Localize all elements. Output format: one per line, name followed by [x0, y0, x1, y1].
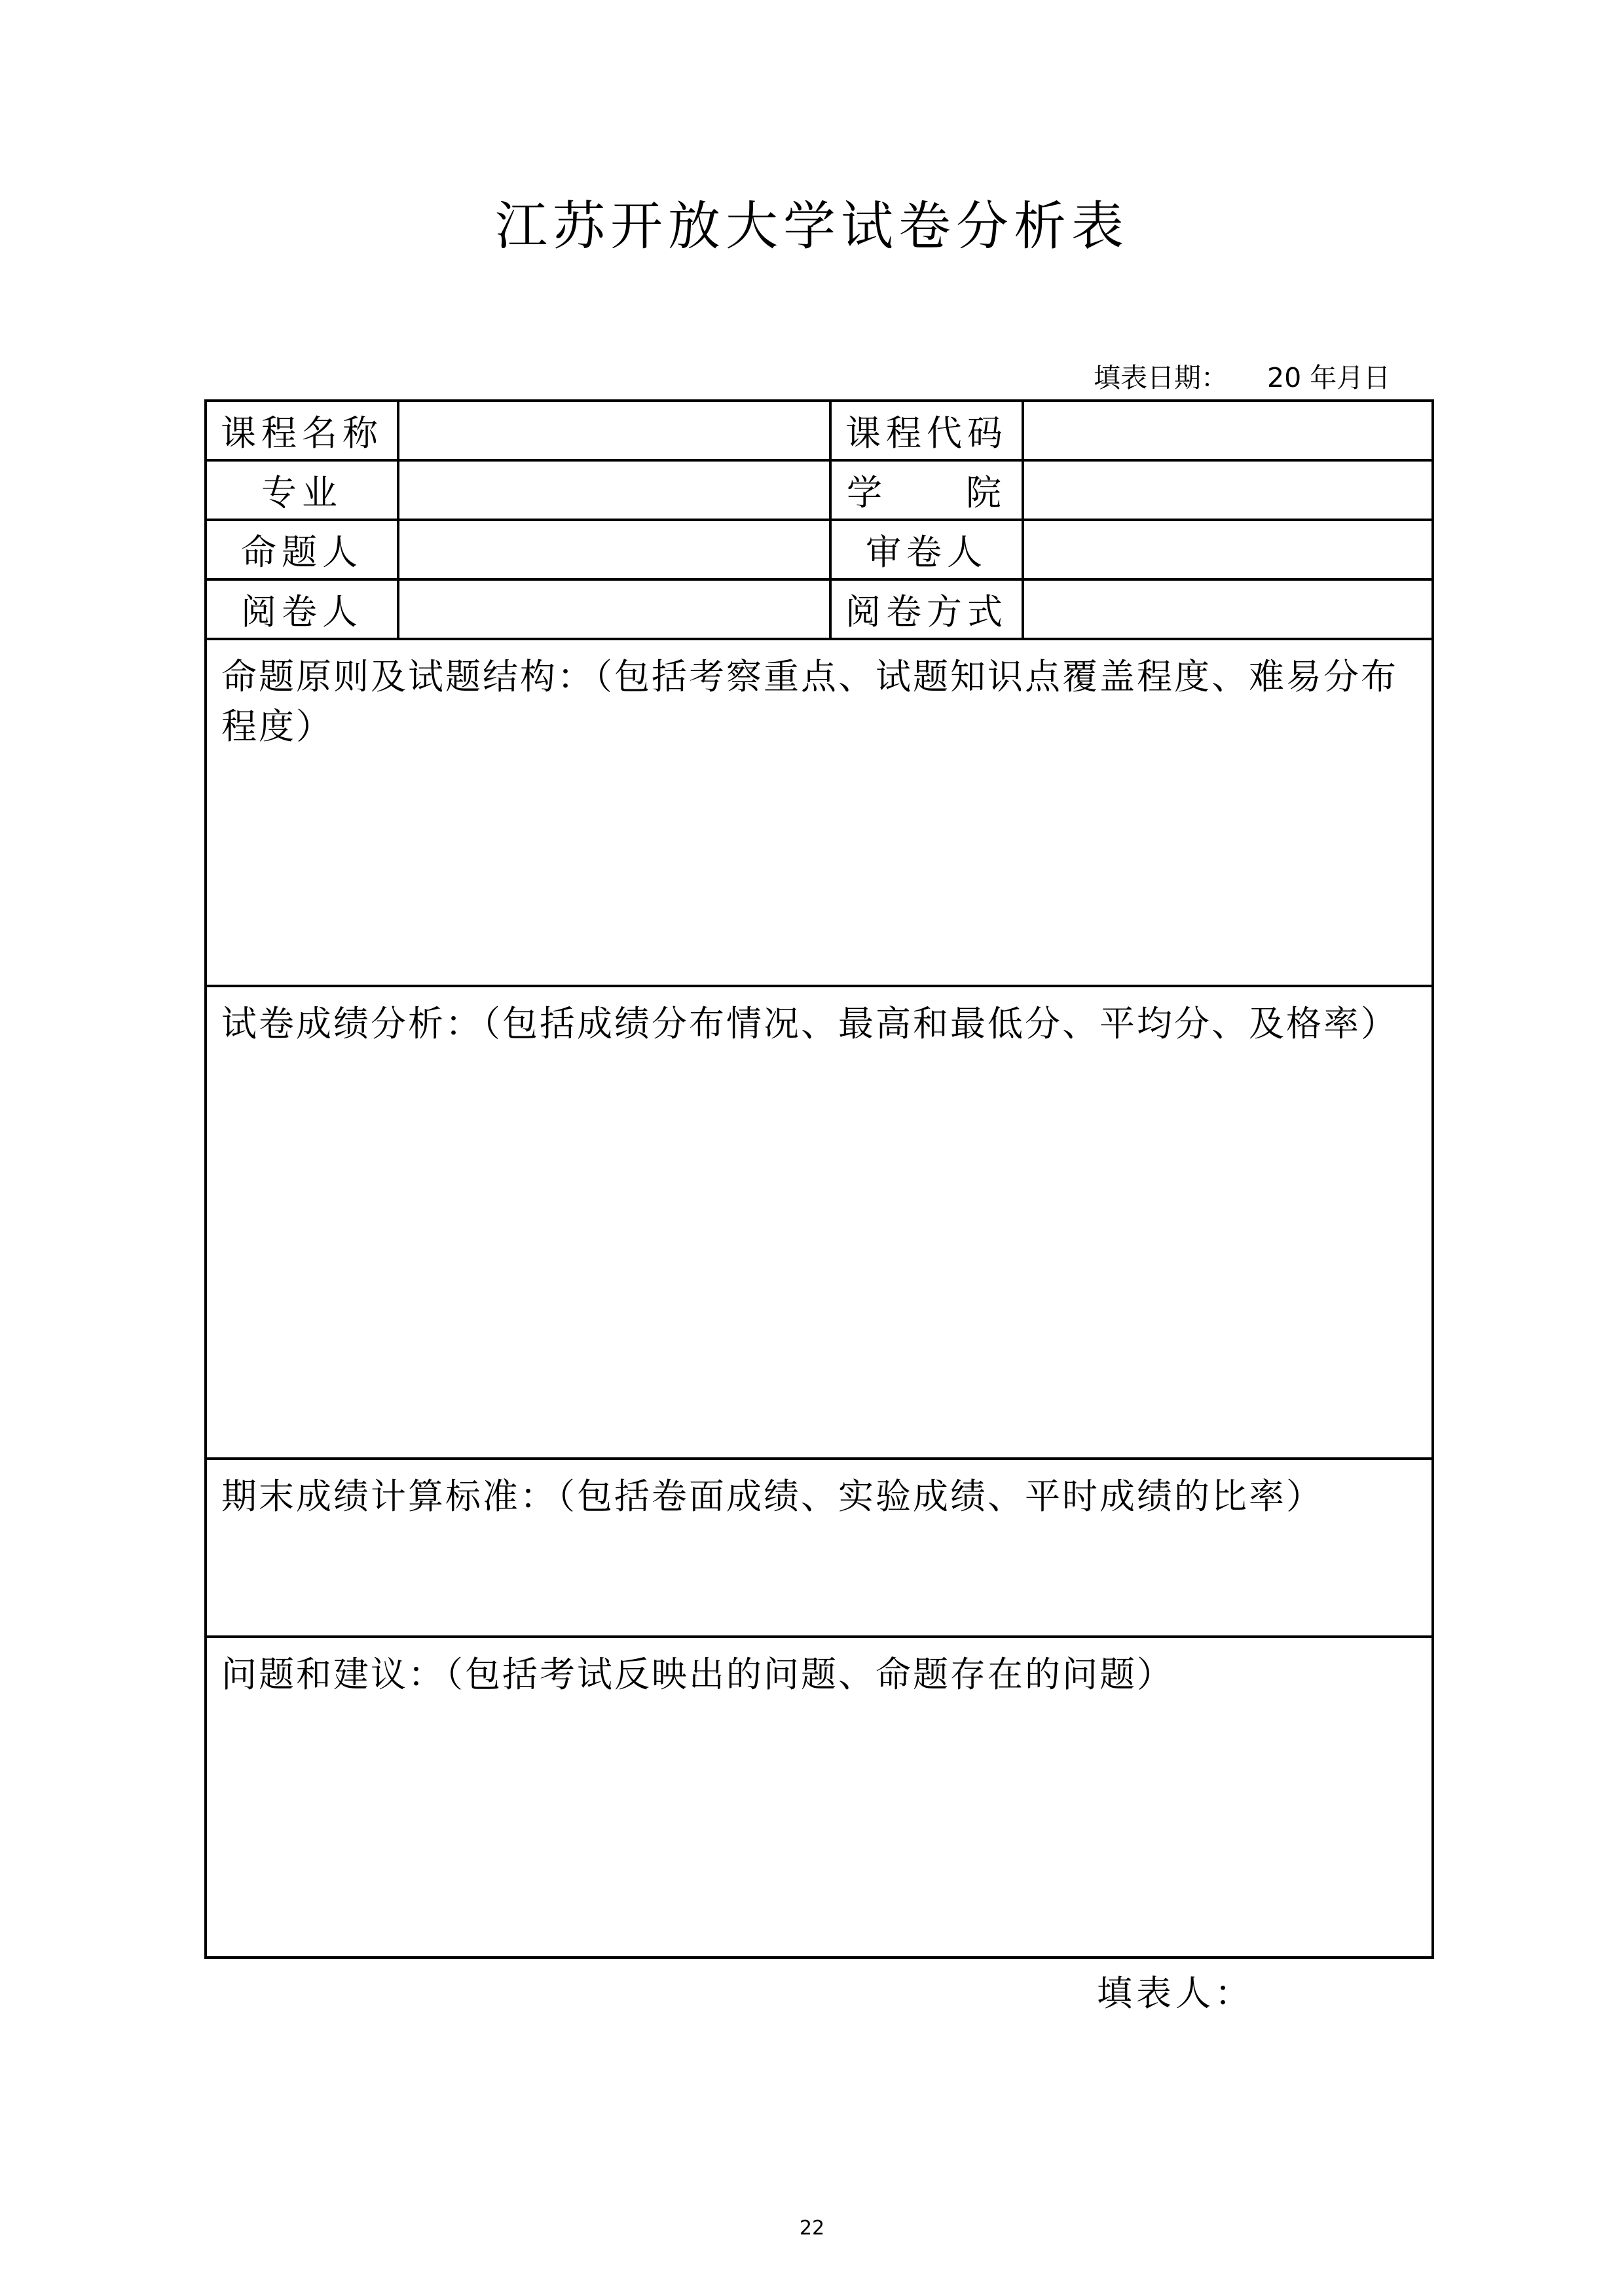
fill-date-label: 填表日期： [1094, 362, 1228, 393]
course-name-field[interactable] [398, 401, 830, 460]
analysis-form-table [204, 399, 1434, 1959]
section-exam-principles[interactable]: 命题原则及试题结构：（包括考察重点、试题知识点覆盖程度、难易分布程度） [206, 639, 1433, 986]
grading-method-label: 阅卷方式 [830, 579, 1023, 639]
college-label [830, 460, 1023, 520]
form-title: 江苏开放大学试卷分析表 [495, 196, 1129, 257]
section-final-grade-standard[interactable]: 期末成绩计算标准：（包括卷面成绩、实验成绩、平时成绩的比率） [206, 1459, 1433, 1637]
fill-date [1094, 362, 1390, 394]
course-code-field[interactable] [1023, 401, 1433, 460]
table-row [206, 401, 1433, 460]
table-row [206, 460, 1433, 520]
table-row [206, 520, 1433, 579]
table-row [206, 1459, 1433, 1637]
course-name-label: 课程名称 [206, 401, 398, 460]
page-number: 22 [799, 2217, 825, 2240]
table-row [206, 1637, 1433, 1958]
table-row [206, 986, 1433, 1459]
setter-label: 命题人 [206, 520, 398, 579]
setter-field[interactable] [398, 520, 830, 579]
college-label-b: 院 [966, 472, 1006, 513]
course-code-label: 课程代码 [830, 401, 1023, 460]
section-score-analysis[interactable]: 试卷成绩分析：（包括成绩分布情况、最高和最低分、平均分、及格率） [206, 986, 1433, 1459]
reviewer-label: 审卷人 [830, 520, 1023, 579]
college-label-a: 学 [847, 472, 887, 513]
reviewer-field[interactable] [1023, 520, 1433, 579]
grading-method-field[interactable] [1023, 579, 1433, 639]
table-row [206, 579, 1433, 639]
grader-field[interactable] [398, 579, 830, 639]
major-label: 专业 [206, 460, 398, 520]
fill-date-value: 20 年月日 [1267, 362, 1391, 393]
college-field[interactable] [1023, 460, 1433, 520]
section-problems-suggestions[interactable]: 问题和建议：（包括考试反映出的问题、命题存在的问题） [206, 1637, 1433, 1958]
major-field[interactable] [398, 460, 830, 520]
table-row [206, 639, 1433, 986]
grader-label: 阅卷人 [206, 579, 398, 639]
filler-label: 填表人： [1097, 1973, 1254, 2014]
